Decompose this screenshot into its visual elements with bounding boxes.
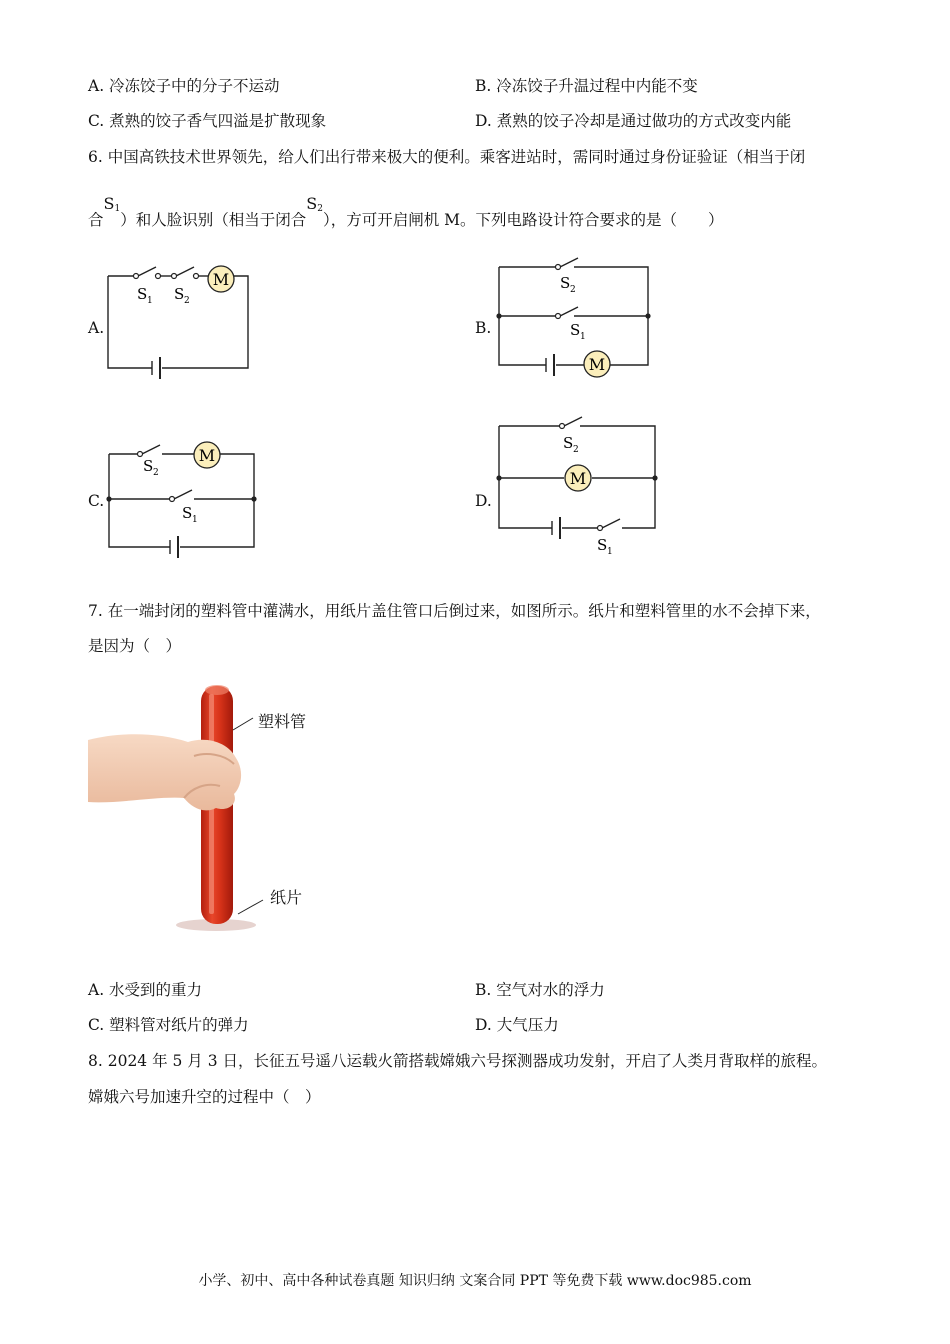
q6-label-c: C. xyxy=(88,492,105,510)
svg-text:1: 1 xyxy=(147,296,153,306)
q6-label-d: D. xyxy=(475,492,492,510)
q7-stem-line1: 7. 在一端封闭的塑料管中灌满水，用纸片盖住管口后倒过来，如图所示。纸片和塑料管里的水不会掉下来， xyxy=(88,602,821,620)
svg-text:S: S xyxy=(597,536,608,554)
svg-text:S: S xyxy=(182,504,193,522)
q6-stem-line1: 6. 中国高铁技术世界领先，给人们出行带来极大的便利。乘客进站时，需同时通过身份证验证（相当于闭 xyxy=(88,148,806,166)
svg-text:1: 1 xyxy=(192,515,198,525)
q6-label-b: B. xyxy=(475,319,492,337)
svg-text:S: S xyxy=(174,285,185,303)
svg-text:1: 1 xyxy=(607,547,613,557)
circuit-d xyxy=(490,410,670,560)
svg-text:M: M xyxy=(588,355,606,374)
svg-text:1: 1 xyxy=(580,332,586,342)
svg-text:2: 2 xyxy=(570,285,576,295)
circuit-c xyxy=(100,435,270,560)
svg-text:S: S xyxy=(143,457,154,475)
svg-text:2: 2 xyxy=(184,296,190,306)
q6-label-a: A. xyxy=(88,319,105,337)
q7-option-a: A. 水受到的重力 xyxy=(88,981,203,999)
svg-text:M: M xyxy=(198,446,216,465)
q5-option-c: C. 煮熟的饺子香气四溢是扩散现象 xyxy=(88,112,327,130)
q5-option-a: A. 冷冻饺子中的分子不运动 xyxy=(88,77,280,95)
svg-text:2: 2 xyxy=(153,468,159,478)
page-footer: 小学、初中、高中各种试卷真题 知识归纳 文案合同 PPT 等免费下载 www.doc985.com xyxy=(198,1273,752,1289)
circuit-a xyxy=(100,255,260,385)
q7-stem-line2: 是因为（ ） xyxy=(88,637,182,655)
label-plastic-tube: 塑料管 xyxy=(258,712,307,731)
q5-option-b: B. 冷冻饺子升温过程中内能不变 xyxy=(475,77,698,95)
q7-option-d: D. 大气压力 xyxy=(475,1016,559,1034)
q7-option-c: C. 塑料管对纸片的弹力 xyxy=(88,1016,249,1034)
q5-option-d: D. 煮熟的饺子冷却是通过做功的方式改变内能 xyxy=(475,112,792,130)
svg-text:M: M xyxy=(569,469,587,488)
q6-stem-line2: 合$S^1$）和人脸识别（相当于闭合$S^2$），方可开启闸机 M。下列电路设计符合要求的是（ ） xyxy=(88,194,724,229)
svg-text:S: S xyxy=(560,274,571,292)
svg-text:S: S xyxy=(563,434,574,452)
circuit-b xyxy=(490,255,660,385)
motor-label: M xyxy=(212,270,230,289)
q8-stem-line2: 嫦娥六号加速升空的过程中（ ） xyxy=(88,1088,321,1106)
svg-text:S: S xyxy=(137,285,148,303)
q8-stem-line1: 8. 2024 年 5 月 3 日，长征五号遥八运载火箭搭载嫦娥六号探测器成功发射，开启了人类月背取样的旅程。 xyxy=(88,1052,828,1070)
label-paper: 纸片 xyxy=(270,888,303,907)
svg-text:S: S xyxy=(570,321,581,339)
q7-option-b: B. 空气对水的浮力 xyxy=(475,981,605,999)
svg-text:2: 2 xyxy=(573,445,579,455)
